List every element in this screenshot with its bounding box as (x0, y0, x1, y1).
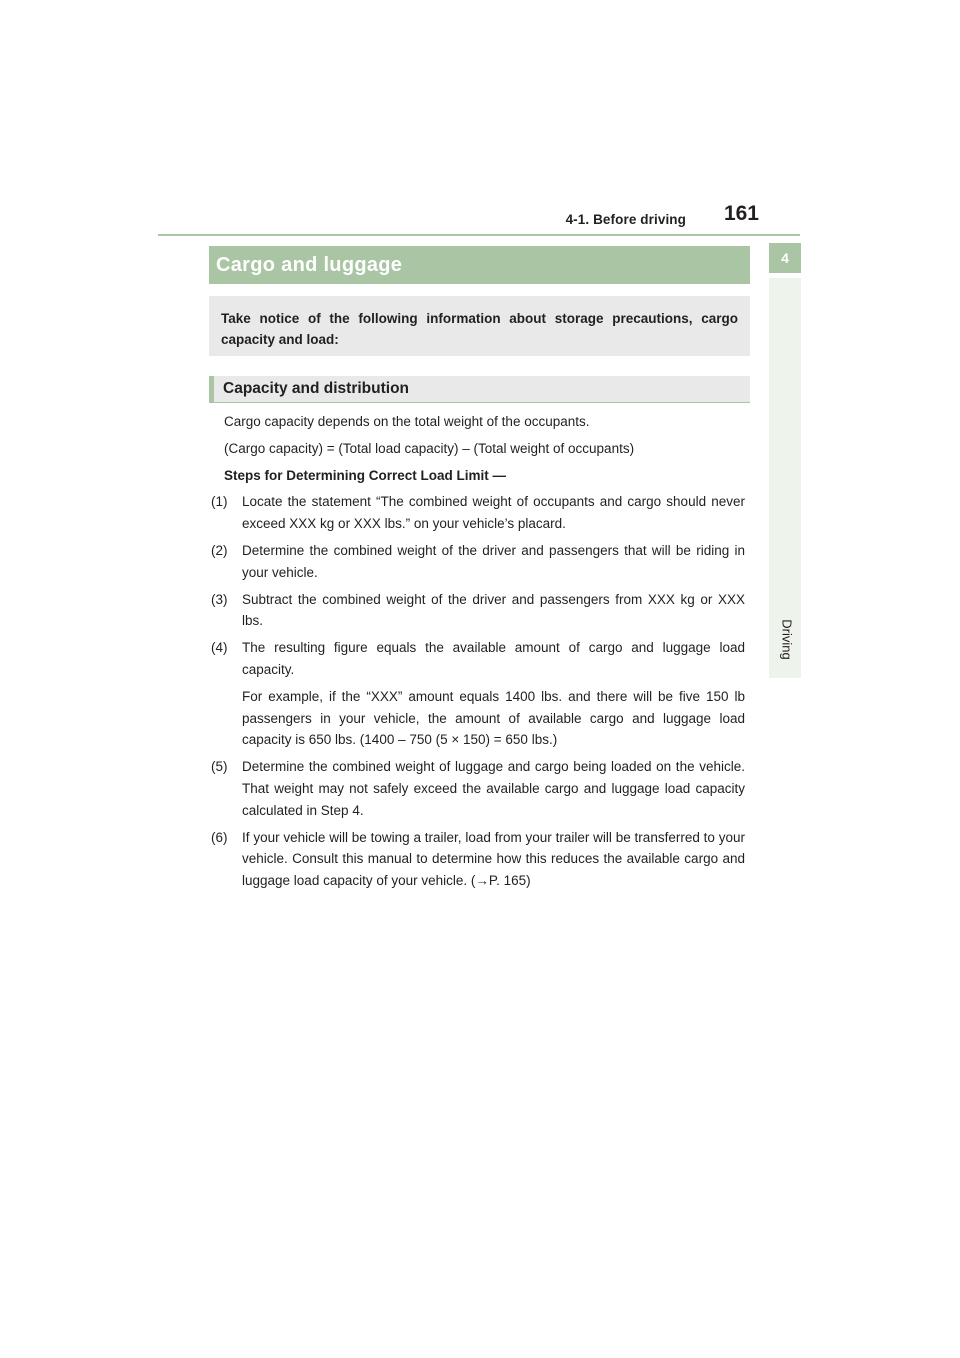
subheading (209, 376, 750, 403)
step-text: Locate the statement “The combined weight of occupants and cargo should never exceed XXX kg or XXX lbs.” on your vehicle’s placard. (242, 494, 745, 532)
step-number: (3) (211, 591, 228, 607)
intro-box: Take notice of the following information about storage precautions, cargo capacity and load: (209, 296, 750, 356)
steps-heading: Steps for Determining Correct Load Limit — (224, 467, 507, 483)
step-text: The resulting figure equals the available amount of cargo and luggage load capacity. (242, 640, 745, 677)
step-number: (5) (211, 759, 228, 775)
step-text: If your vehicle will be towing a trailer, load from your trailer will be transferred to your vehicle. Consult this manual to determine how this reduces the available cargo and luggage load capacity of your vehicle. (→P. 165) (242, 829, 745, 889)
step-text: Determine the combined weight of luggage and cargo being loaded on the vehicle. That weight may not safely exceed the available cargo and luggage load capacity calculated in Step 4. (242, 759, 745, 818)
step-item (211, 756, 745, 821)
paragraph: (Cargo capacity) = (Total load capacity) – (Total weight of occupants) (224, 440, 635, 456)
page-header (158, 200, 800, 236)
chapter-tab (769, 243, 801, 273)
step-item (211, 540, 745, 584)
step-number: (2) (211, 542, 228, 558)
step-item (211, 637, 745, 751)
step-number: (4) (211, 640, 228, 656)
section-label: 4-1. Before driving (565, 212, 686, 227)
step-example-note: For example, if the “XXX” amount equals 1400 lbs. and there will be five 150 lb passengers in your vehicle, the amount of available cargo and luggage load capacity is 650 lbs. (1400 – 750 (5 × 150) = 650 lbs.) (242, 688, 745, 748)
step-item (211, 827, 745, 892)
step-item (211, 589, 745, 633)
step-number: (1) (211, 494, 228, 510)
step-item (211, 491, 745, 535)
chapter-label-text: Driving (779, 618, 795, 660)
step-text: Determine the combined weight of the driver and passengers that will be riding in your vehicle. (242, 542, 745, 580)
body-text (211, 411, 745, 897)
page-title: Cargo and luggage (209, 246, 750, 284)
page-number: 161 (723, 202, 759, 225)
chapter-label (772, 616, 802, 662)
paragraph: Cargo capacity depends on the total weight of the occupants. (224, 414, 590, 429)
step-number: (6) (211, 829, 228, 845)
chapter-number: 4 (781, 250, 789, 266)
subheading-text: Capacity and distribution (223, 380, 410, 397)
step-text: Subtract the combined weight of the driver and passengers from XXX kg or XXX lbs. (242, 591, 745, 629)
